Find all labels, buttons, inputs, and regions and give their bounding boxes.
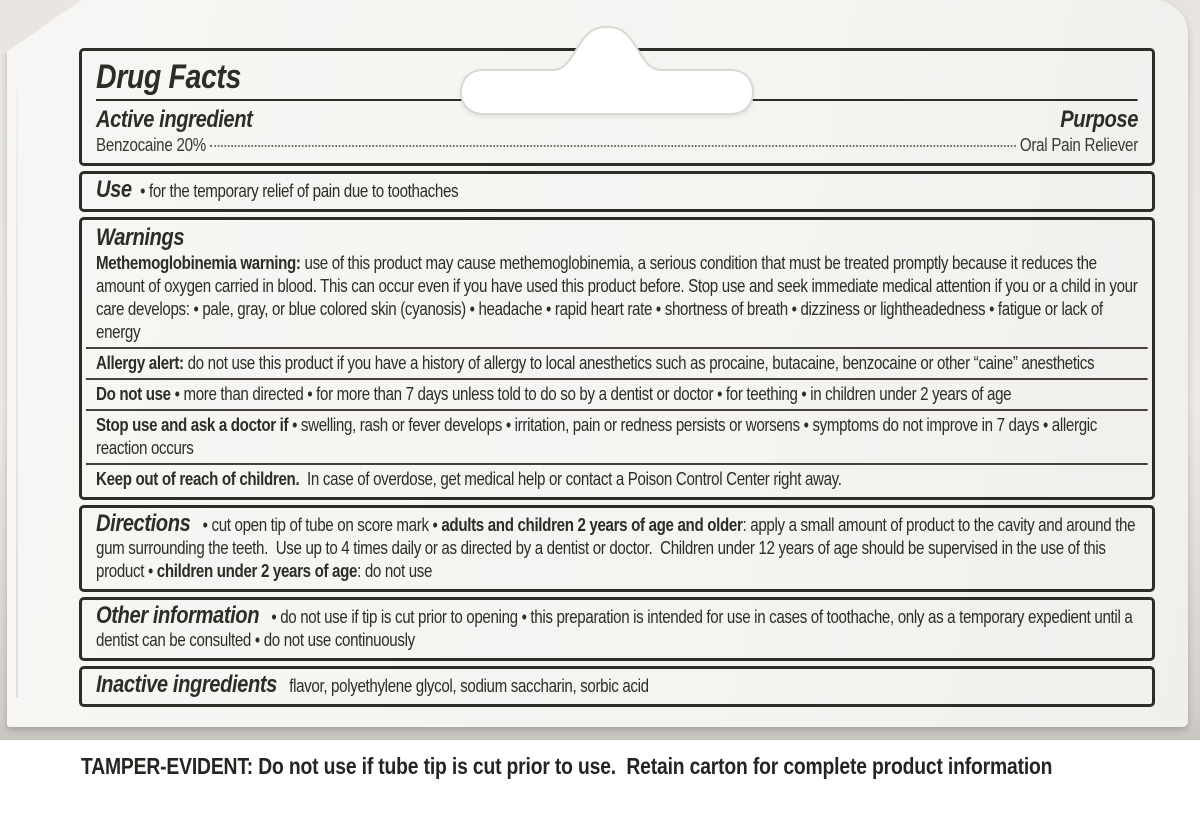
stop-use-paragraph [96,414,1138,460]
allergy-alert-lead: Allergy alert: [96,353,184,373]
use-heading: Use [96,176,132,203]
drug-facts-panel [79,48,1155,707]
warnings-rule-1 [86,347,1148,349]
do-not-use-lead: Do not use [96,384,171,404]
directions-bold-2: children under 2 years of age [156,561,358,581]
allergy-alert-paragraph [96,352,1138,375]
warnings-heading: Warnings [96,224,185,251]
other-information-paragraph [96,604,1138,652]
directions-text-2: : apply a small amount of product to the cavity and around the gum surrounding the teeth. Use up to 4 times daily or as directed by a dentist or doctor. Children under 12 years of age should be supervised in the use of this product • [96,515,1140,581]
directions-heading: Directions [96,510,191,537]
stop-use-text: • swelling, rash or fever develops • irritation, pain or redness persists or worsens • symptoms do not improve in 7 days • allergic reaction occurs [96,415,1101,458]
directions-text-3: : do not use [357,561,433,581]
keep-out-lead: Keep out of reach of children. [96,469,300,489]
keep-out-text: In case of overdose, get medical help or contact a Poison Control Center right away. [299,469,842,489]
use-paragraph [96,178,1138,203]
use-box [79,171,1155,212]
directions-text-1: • cut open tip of tube on score mark • [198,515,442,535]
other-information-text: • do not use if tip is cut prior to opening • this preparation is intended for use in cases of toothache, only as a temporary expedient until a dentist can be consulted • do not use continuously [96,607,1137,650]
active-ingredient-name: Benzocaine 20% [96,135,206,155]
other-information-box [79,597,1155,661]
active-ingredient-value-row [96,133,1138,157]
purpose-value: Oral Pain Reliever [1019,135,1138,155]
other-information-heading: Other information [96,602,260,629]
directions-paragraph [96,512,1138,583]
tamper-evident-text: TAMPER-EVIDENT: Do not use if tube tip is cut prior to use. Retain carton for complete product information [81,753,1053,779]
purpose-heading: Purpose [1060,106,1138,133]
tamper-evident-note [81,699,1171,834]
hang-tab-cutout [457,22,757,118]
do-not-use-paragraph [96,383,1138,406]
warnings-rule-4 [86,463,1148,465]
methemoglobinemia-warning-lead: Methemoglobinemia warning: [96,253,301,273]
warnings-box [79,217,1155,500]
allergy-alert-text: do not use this product if you have a history of allergy to local anesthetics such as procaine, butacaine, benzocaine or other “caine” anesthetics [183,353,1095,373]
use-text: • for the temporary relief of pain due to toothaches [140,181,459,201]
directions-box [79,505,1155,592]
active-ingredient-heading: Active ingredient [96,106,253,133]
do-not-use-text: • more than directed • for more than 7 days unless told to do so by a dentist or doctor • for teething • in children under 2 years of age [170,384,1012,404]
stop-use-lead: Stop use and ask a doctor if [96,415,289,435]
directions-bold-1: adults and children 2 years of age and older [441,515,743,535]
keep-out-paragraph [96,468,1138,491]
inactive-ingredients-text: flavor, polyethylene glycol, sodium saccharin, sorbic acid [285,676,649,696]
carton-left-edge [16,90,18,697]
inactive-ingredients-paragraph [96,673,1138,698]
dotted-leader [210,145,1015,147]
hang-hole-shape [457,22,757,118]
carton-back-panel [7,0,1188,779]
drug-facts-title: Drug Facts [96,58,241,96]
methemoglobinemia-warning-paragraph [96,252,1142,344]
warnings-rule-2 [86,378,1148,380]
warnings-rule-3 [86,409,1148,411]
methemoglobinemia-warning-text: use of this product may cause methemoglobinemia, a serious condition that must be treated promptly because it reduces the amount of oxygen carried in blood. This can occur even if you have used this product before. Stop use and seek immediate medical attention if you or a child in your care develops: • pale, gray, or blue colored skin (cyanosis) • headache • rapid heart rate • shortness of breath • dizziness or lightheadedness • fatigue or lack of energy [96,253,1142,342]
inactive-ingredients-heading: Inactive ingredients [96,671,277,698]
